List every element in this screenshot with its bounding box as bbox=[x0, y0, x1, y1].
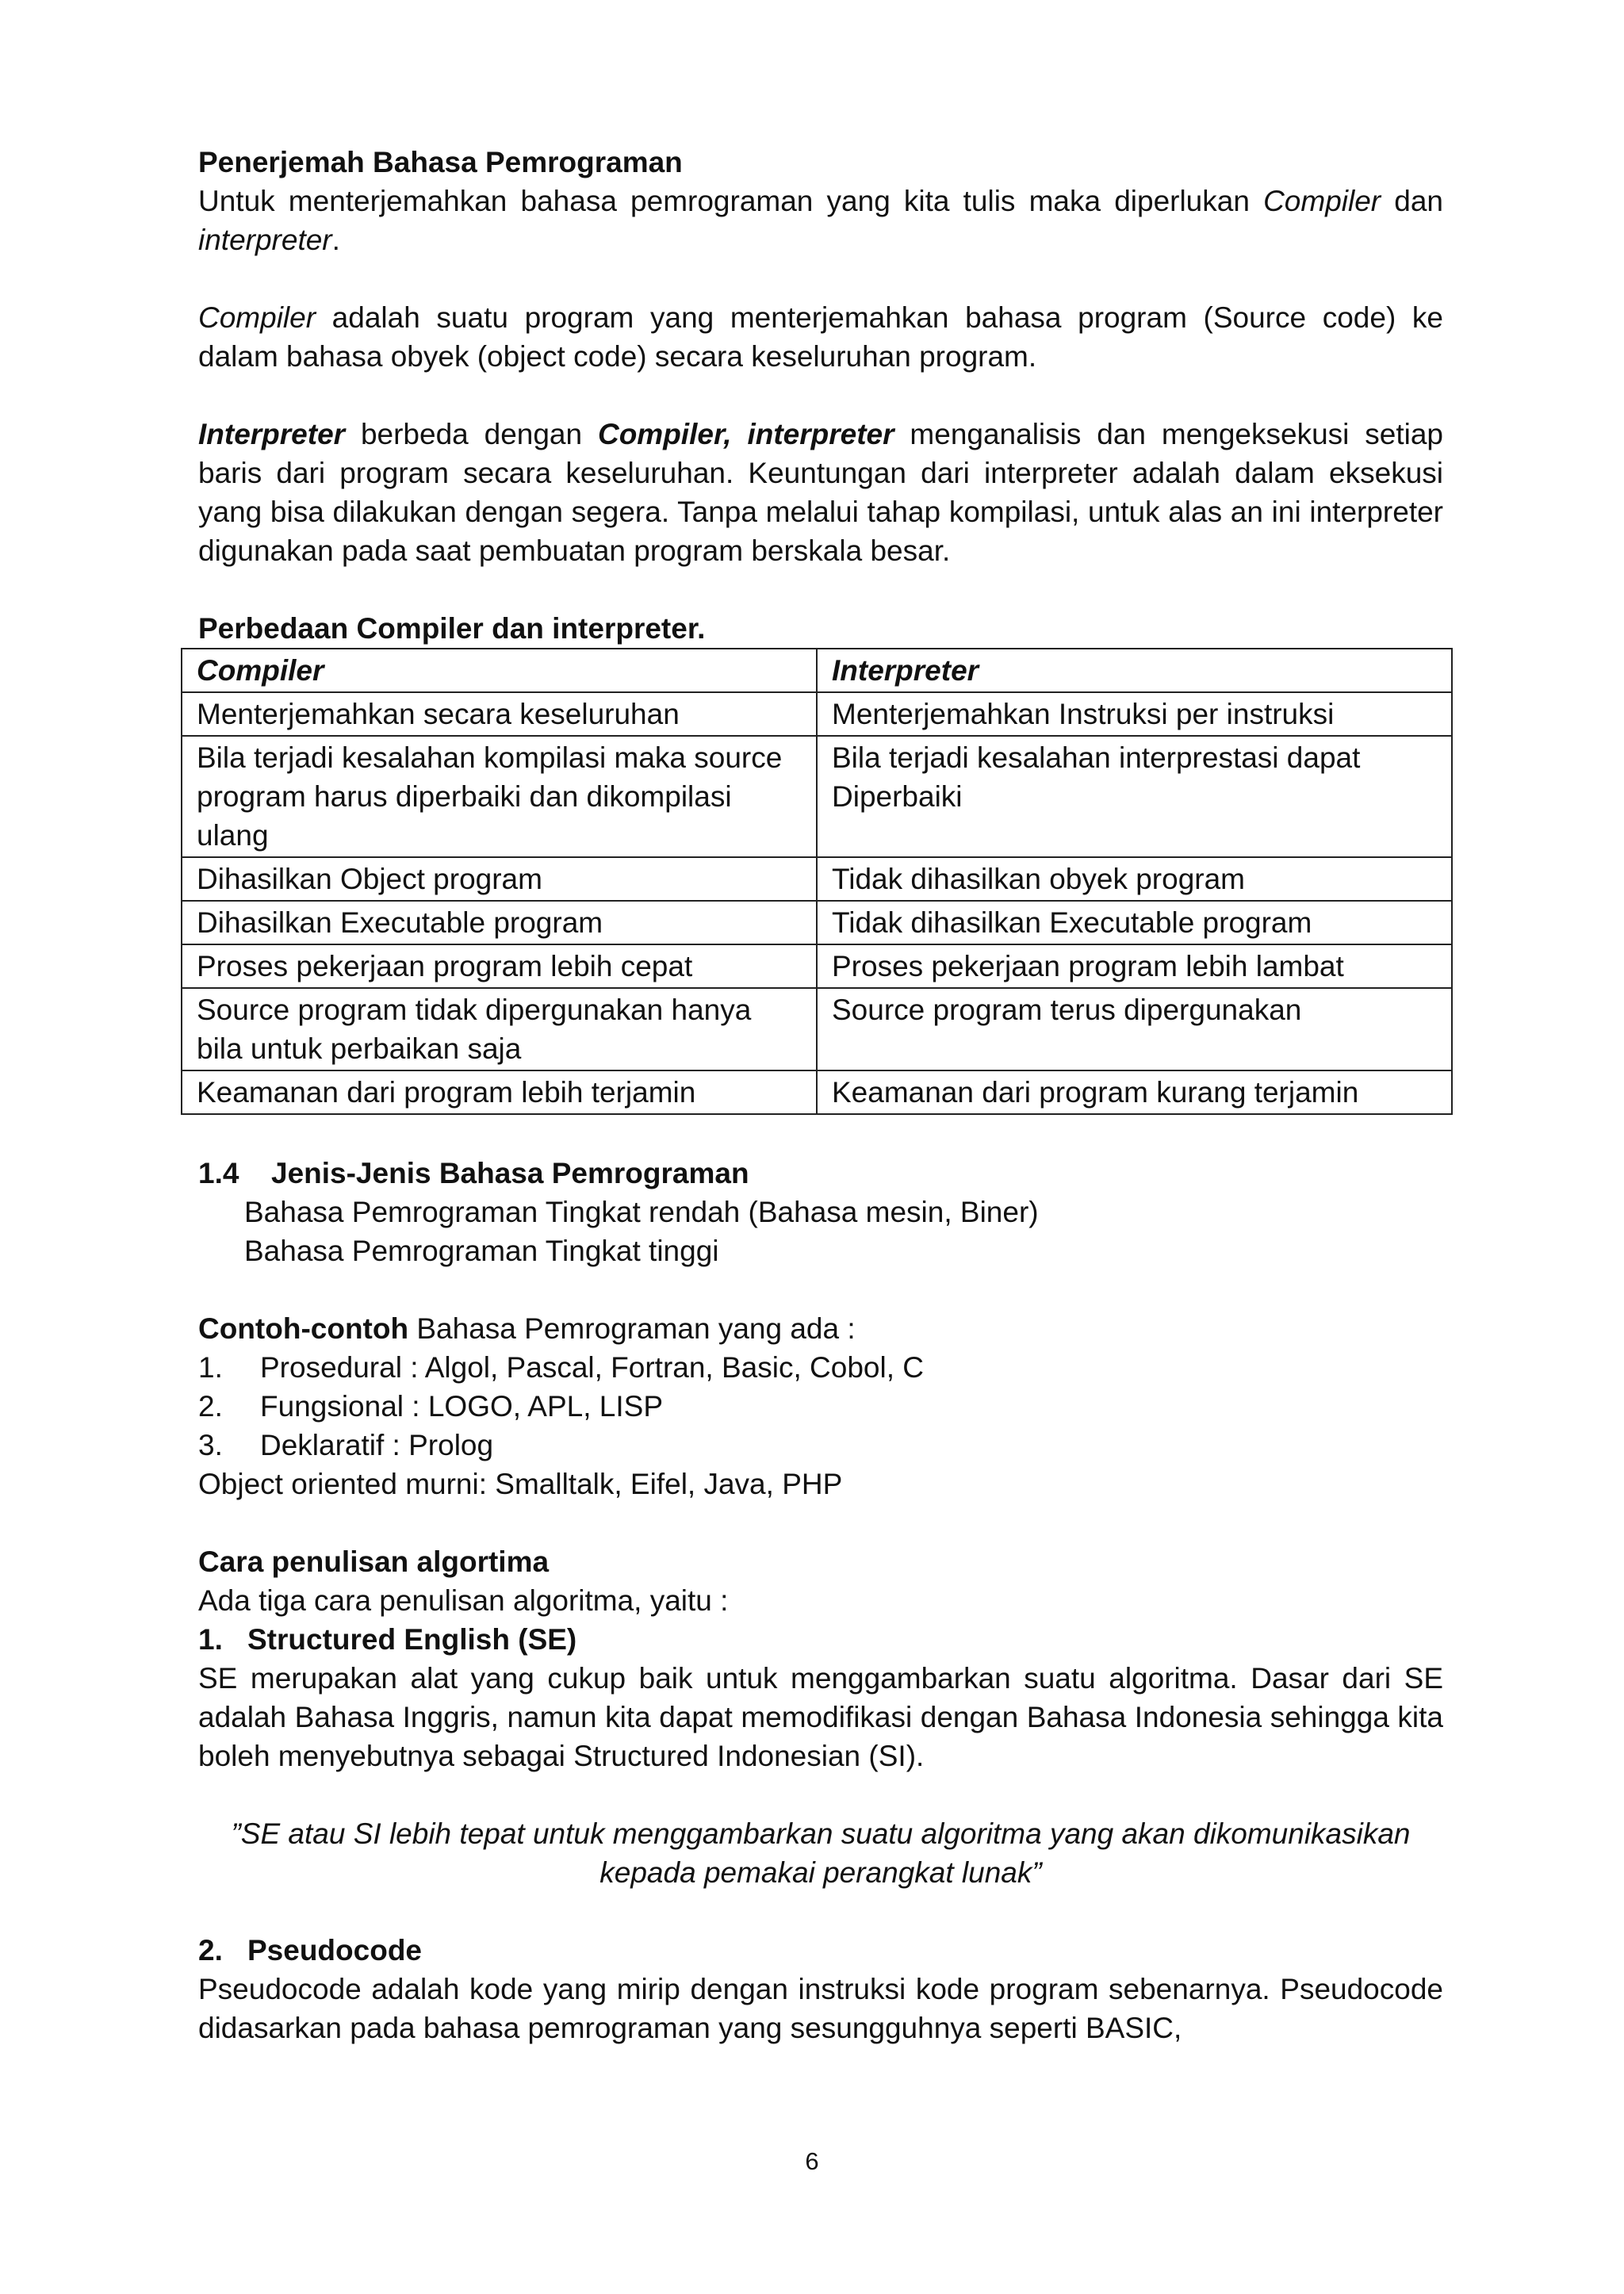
interpreter-definition bbox=[198, 415, 1443, 570]
intro-text-3: . bbox=[331, 224, 340, 256]
list-text: Fungsional : LOGO, APL, LISP bbox=[260, 1390, 663, 1423]
pseudocode-body: Pseudocode adalah kode yang mirip dengan instruksi kode program sebenarnya. Pseudocode didasarkan pada bahasa pemrograman yang sesungguhnya seperti BASIC, bbox=[198, 1973, 1443, 2044]
compiler-def-text: adalah suatu program yang menterjemahkan bahasa program (Source code) ke dalam bahasa obyek (object code) secara keseluruhan program. bbox=[198, 301, 1443, 373]
interp-compiler-term: Compiler, interpreter bbox=[597, 418, 894, 450]
table-cell: Keamanan dari program kurang terjamin bbox=[817, 1070, 1452, 1114]
table-cell: Source program tidak dipergunakan hanya bila untuk perbaikan saja bbox=[182, 988, 817, 1070]
table-cell: Menterjemahkan secara keseluruhan bbox=[182, 692, 817, 736]
section-title-algorithm: Cara penulisan algortima bbox=[198, 1545, 550, 1578]
intro-interpreter-term: interpreter bbox=[198, 224, 332, 256]
table-cell: Source program terus dipergunakan bbox=[817, 988, 1452, 1070]
section-title-translator: Penerjemah Bahasa Pemrograman bbox=[198, 146, 683, 178]
table-header-interpreter: Interpreter bbox=[817, 649, 1452, 692]
comparison-title: Perbedaan Compiler dan interpreter. bbox=[198, 612, 706, 645]
list-number: 3. bbox=[198, 1429, 223, 1461]
list-text: Deklaratif : Prolog bbox=[260, 1429, 494, 1461]
table-cell: Menterjemahkan Instruksi per instruksi bbox=[817, 692, 1452, 736]
se-body: SE merupakan alat yang cukup baik untuk menggambarkan suatu algoritma. Dasar dari SE adalah Bahasa Inggris, namun kita dapat memodifikasi dengan Bahasa Indonesia sehingga kita boleh menyebutnya sebagai Structured Indonesian (SI). bbox=[198, 1662, 1443, 1772]
interp-mid-text: berbeda dengan bbox=[345, 418, 598, 450]
table-cell: Bila terjadi kesalahan interprestasi dapat Diperbaiki bbox=[817, 736, 1452, 857]
examples-label-bold: Contoh-contoh bbox=[198, 1312, 409, 1345]
algorithm-intro: Ada tiga cara penulisan algoritma, yaitu : bbox=[198, 1584, 729, 1617]
table-row bbox=[182, 692, 1452, 736]
se-title: Structured English (SE) bbox=[247, 1623, 577, 1656]
section-title-text: Jenis-Jenis Bahasa Pemrograman bbox=[271, 1157, 749, 1189]
table-cell: Proses pekerjaan program lebih lambat bbox=[817, 944, 1452, 988]
compiler-term: Compiler bbox=[198, 301, 316, 334]
list-number: 2. bbox=[198, 1390, 223, 1423]
se-number: 1. bbox=[198, 1623, 223, 1656]
comparison-table bbox=[181, 648, 1453, 1115]
intro-text-1: Untuk menterjemahkan bahasa pemrograman yang kita tulis maka diperlukan bbox=[198, 185, 1264, 217]
interpreter-term: Interpreter bbox=[198, 418, 346, 450]
examples-list bbox=[198, 1348, 1443, 1465]
pseudocode-title: Pseudocode bbox=[247, 1934, 422, 1967]
list-item: Bahasa Pemrograman Tingkat rendah (Bahasa mesin, Biner) bbox=[244, 1196, 1039, 1228]
se-quote: ”SE atau SI lebih tepat untuk menggambarkan suatu algoritma yang akan dikomunikasikan kepada pemakai perangkat lunak” bbox=[231, 1817, 1411, 1889]
table-row bbox=[182, 857, 1452, 901]
intro-text-2: dan bbox=[1381, 185, 1444, 217]
table-row bbox=[182, 901, 1452, 944]
pseudocode-number: 2. bbox=[198, 1934, 223, 1967]
table-header-row bbox=[182, 649, 1452, 692]
examples-intro bbox=[198, 1309, 1443, 1348]
compiler-definition bbox=[198, 298, 1443, 376]
list-item: Bahasa Pemrograman Tingkat tinggi bbox=[244, 1235, 719, 1267]
section-title-types bbox=[198, 1154, 1443, 1193]
list-text: Prosedural : Algol, Pascal, Fortran, Basic, Cobol, C bbox=[260, 1351, 924, 1384]
table-row bbox=[182, 1070, 1452, 1114]
table-cell: Dihasilkan Object program bbox=[182, 857, 817, 901]
examples-label-rest: Bahasa Pemrograman yang ada : bbox=[408, 1312, 856, 1345]
list-item bbox=[198, 1387, 1443, 1426]
table-cell: Bila terjadi kesalahan kompilasi maka source program harus diperbaiki dan dikompilasi ulang bbox=[182, 736, 817, 857]
interp-rest-text: menganalisis dan mengeksekusi setiap baris dari program secara keseluruhan. Keuntungan dari interpreter adalah dalam eksekusi yang bisa dilakukan dengan segera. Tanpa melalui tahap kompilasi, untuk alas an ini interpreter digunakan pada saat pembuatan program berskala besar. bbox=[198, 418, 1444, 567]
document-page bbox=[198, 143, 1443, 2047]
list-item bbox=[198, 1426, 1443, 1465]
table-cell: Proses pekerjaan program lebih cepat bbox=[182, 944, 817, 988]
table-cell: Tidak dihasilkan obyek program bbox=[817, 857, 1452, 901]
pseudocode-heading bbox=[198, 1931, 1443, 1970]
table-row bbox=[182, 988, 1452, 1070]
oop-line: Object oriented murni: Smalltalk, Eifel, Java, PHP bbox=[198, 1468, 843, 1500]
se-heading bbox=[198, 1620, 1443, 1659]
list-number: 1. bbox=[198, 1351, 223, 1384]
table-cell: Tidak dihasilkan Executable program bbox=[817, 901, 1452, 944]
table-row bbox=[182, 736, 1452, 857]
page-number: 6 bbox=[805, 2147, 819, 2175]
table-cell: Keamanan dari program lebih terjamin bbox=[182, 1070, 817, 1114]
table-header-compiler: Compiler bbox=[182, 649, 817, 692]
table-row bbox=[182, 944, 1452, 988]
translator-intro bbox=[198, 182, 1443, 259]
intro-compiler-term: Compiler bbox=[1263, 185, 1381, 217]
table-cell: Dihasilkan Executable program bbox=[182, 901, 817, 944]
section-number: 1.4 bbox=[198, 1157, 239, 1189]
list-item bbox=[198, 1348, 1443, 1387]
